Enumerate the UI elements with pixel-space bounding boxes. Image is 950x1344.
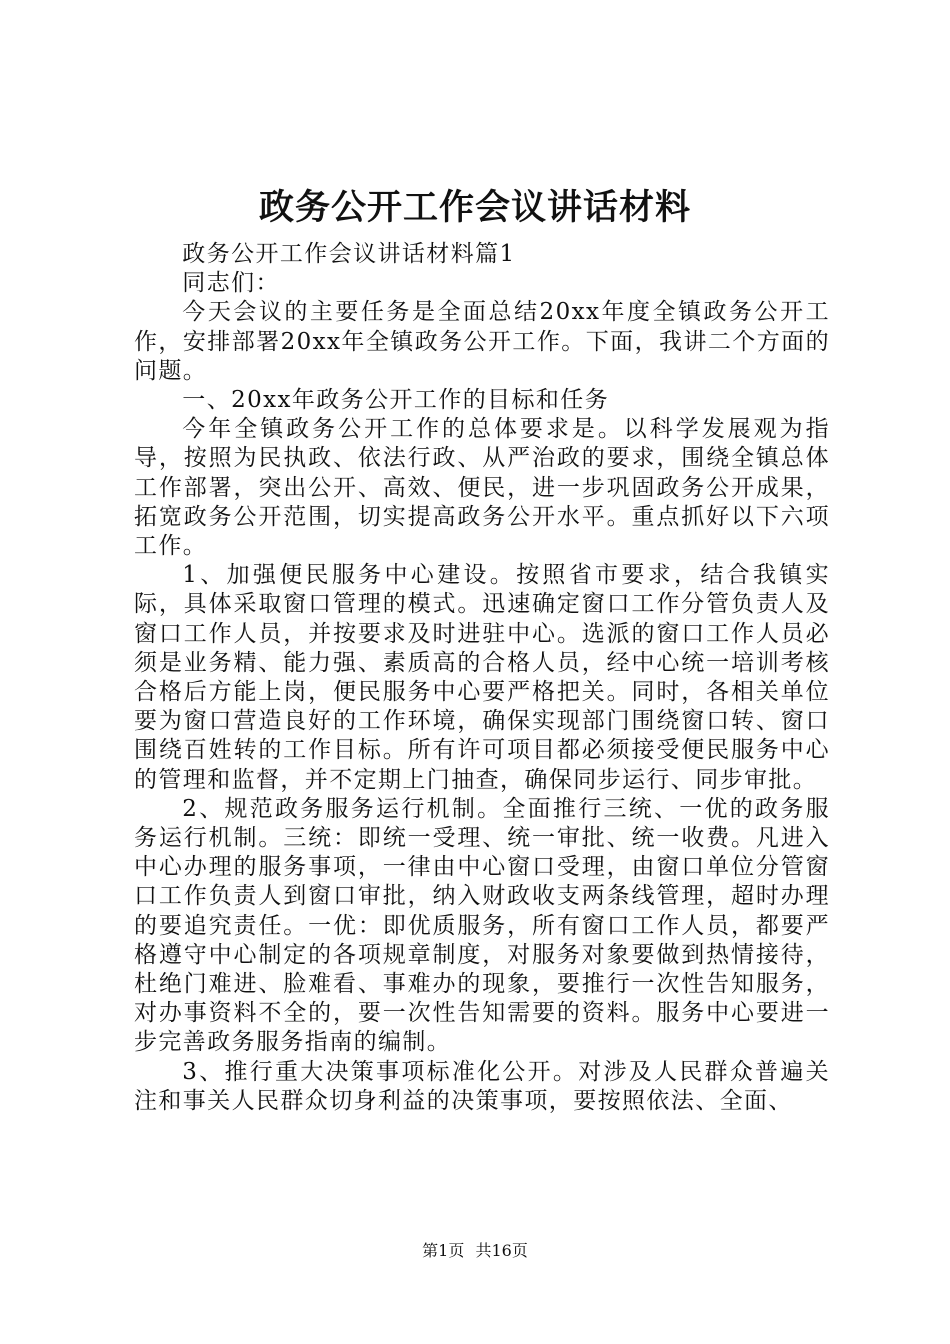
document-title: 政务公开工作会议讲话材料 bbox=[258, 187, 691, 228]
paragraph-greeting: 同志们： bbox=[182, 270, 280, 297]
document-body bbox=[134, 240, 830, 1116]
paragraph-subtitle: 政务公开工作会议讲话材料篇1 bbox=[182, 241, 516, 267]
section-heading: 一、20xx年政务公开工作的目标和任务 bbox=[182, 387, 610, 414]
paragraph-intro: 今天会议的主要任务是全面总结20xx年度全镇政务公开工作，安排部署20xx年全镇政务公开工作。下面，我讲二个方面的问题。 bbox=[134, 299, 830, 384]
page-total: 共16页 bbox=[475, 1241, 528, 1260]
page-footer bbox=[0, 1240, 950, 1262]
paragraph-item-3: 3、推行重大决策事项标准化公开。对涉及人民群众普遍关注和事关人民群众切身利益的决策事项，要按照依法、全面、 bbox=[134, 1058, 830, 1114]
paragraph-item-2: 2、规范政务服务运行机制。全面推行三统、一优的政务服务运行机制。三统：即统一受理、统一审批、统一收费。凡进入中心办理的服务事项，一律由中心窗口受理，由窗口单位分管窗口工作负责人到窗口审批，纳入财政收支两条线管理，超时办理的要追究责任。一优：即优质服务，所有窗口工作人员，都要严格遵守中心制定的各项规章制度，对服务对象要做到热情接待，杜绝门难进、脸难看、事难办的现象，要推行一次性告知服务，对办事资料不全的，要一次性告知需要的资料。服务中心要进一步完善政务服务指南的编制。 bbox=[134, 795, 830, 1056]
paragraph-requirements: 今年全镇政务公开工作的总体要求是。以科学发展观为指导，按照为民执政、依法行政、从严治政的要求，围绕全镇总体工作部署，突出公开、高效、便民，进一步巩固政务公开成果，拓宽政务公开范围，切实提高政务公开水平。重点抓好以下六项工作。 bbox=[134, 416, 830, 560]
page-number: 第1页 bbox=[422, 1241, 465, 1260]
paragraph-item-1: 1、加强便民服务中心建设。按照省市要求，结合我镇实际，具体采取窗口管理的模式。迅速确定窗口工作分管负责人及窗口工作人员，并按要求及时进驻中心。选派的窗口工作人员必须是业务精、能力强、素质高的合格人员，经中心统一培训考核合格后方能上岗，便民服务中心要严格把关。同时，各相关单位要为窗口营造良好的工作环境，确保实现部门围绕窗口转、窗口围绕百姓转的工作目标。所有许可项目都必须接受便民服务中心的管理和监督，并不定期上门抽查，确保同步运行、同步审批。 bbox=[134, 562, 830, 793]
